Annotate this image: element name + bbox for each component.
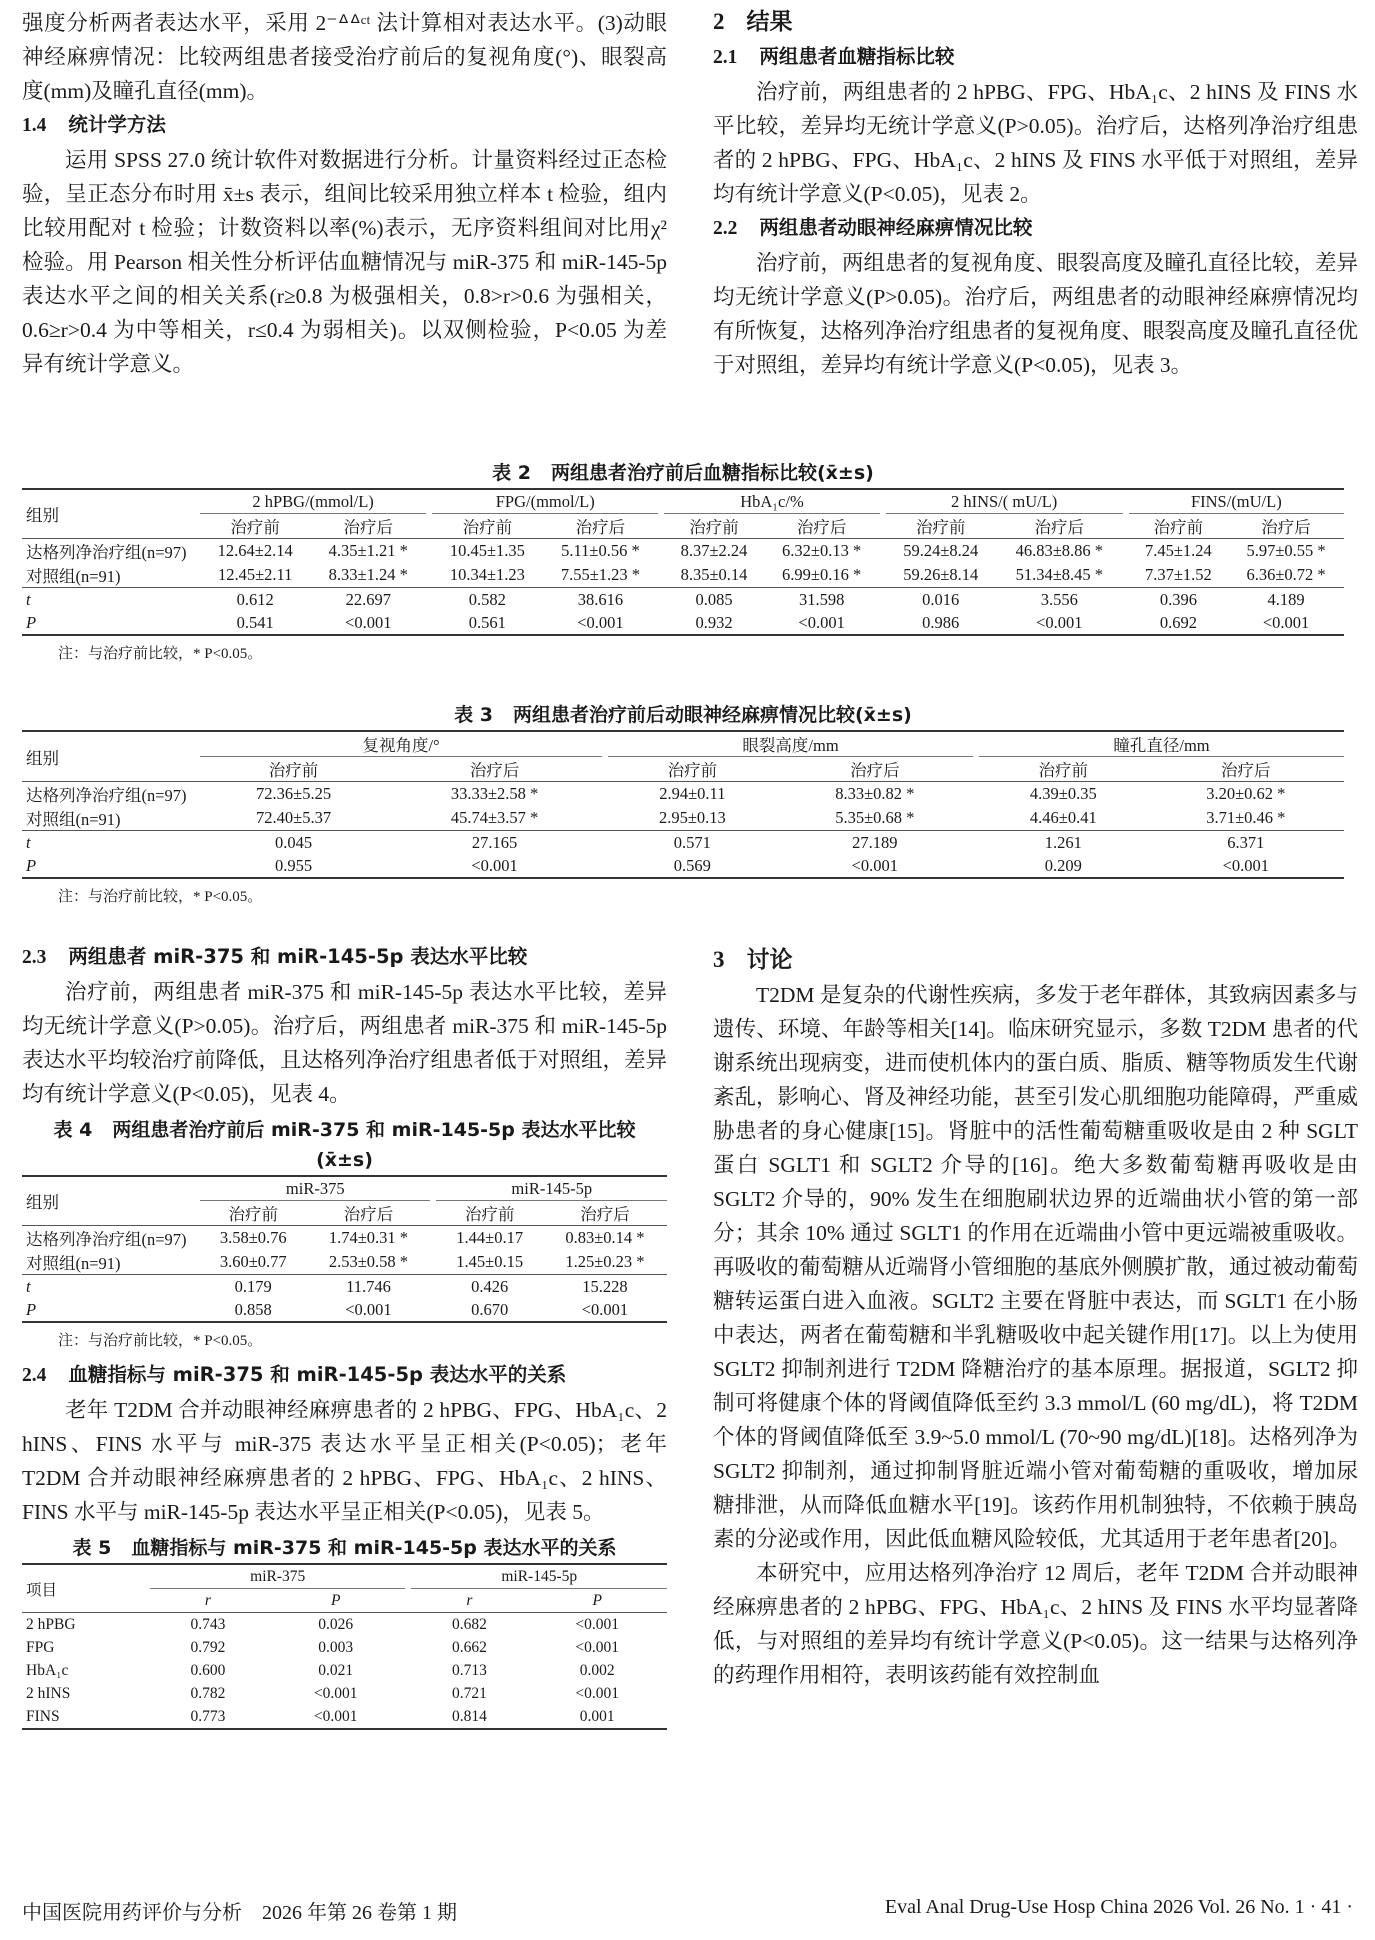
table-cell: <0.001 bbox=[777, 854, 973, 878]
table-3-caption: 表 3 两组患者治疗前后动眼神经麻痹情况比较(x̄±s) bbox=[454, 704, 912, 726]
table-cell: 51.34±8.45 * bbox=[1015, 565, 1104, 584]
table-2-note: 注：与治疗前比较，* P<0.05。 bbox=[58, 646, 263, 662]
table-2-subheader: 治疗后 bbox=[1261, 518, 1311, 537]
table-cell: 27.189 bbox=[777, 831, 973, 855]
table-cell: 0.541 bbox=[200, 611, 310, 635]
table-3-note: 注：与治疗前比较，* P<0.05。 bbox=[58, 889, 263, 905]
row-label: t bbox=[22, 588, 200, 612]
table-cell: 27.165 bbox=[387, 831, 602, 855]
table-cell: 4.46±0.41 bbox=[1029, 808, 1097, 827]
table-cell: 2.53±0.58 * bbox=[328, 1252, 409, 1271]
table-3-metric-header: 眼裂高度/mm bbox=[608, 731, 973, 757]
table-cell: 0.955 bbox=[200, 854, 387, 878]
results-2-1-paragraph: 治疗前，两组患者的 2 hPBG、FPG、HbA₁c、2 hINS 及 FINS 水平比较，差异均无统计学意义(P>0.05)。治疗后，达格列净治疗组患者的 2 hPBG、FPG、HbA₁c、2 hINS 及 FINS 水平低于对照组，差异均有统计学意义(P<0.05)，见表 2。 bbox=[713, 80, 1358, 206]
table-5-block bbox=[22, 1533, 667, 1730]
discussion-paragraph-1: T2DM 是复杂的代谢性疾病，多发于老年群体，其致病因素多与遗传、环境、年龄等相关[14]。临床研究显示，多数 T2DM 患者的代谢系统出现病变，进而使机体内的蛋白质、脂质、糖等物质发生代谢紊乱，影响心、肾及神经功能，甚至引发心肌细胞功能障碍，严重威胁患者的身心健康[15]。肾脏中的活性葡萄糖重吸收是由 2 种 SGLT 蛋白 SGLT1 和 SGLT2 介导的[16]。绝大多数葡萄糖再吸收是由 SGLT2 介导的，90% 发生在细胞刷状边界的近端曲状小管的第一部分；其余 10% 通过 SGLT1 的作用在近端曲小管中更远端被重吸收。再吸收的葡萄糖从近端肾小管细胞的基底外侧膜扩散，通过被动葡萄糖转运蛋白进入血液。SGLT2 主要在肾脏中表达，而 SGLT1 在小肠中表达，两者在葡萄糖和半乳糖吸收中起关键作用[17]。以上为使用 SGLT2 抑制剂进行 T2DM 降糖治疗的基本原理。据报道，SGLT2 抑制可将健康个体的肾阈值降低至约 3.3 mmol/L (60 mg/dL)，将 T2DM 个体的肾阈值降低至 3.9~5.0 mmol/L (70~90 mg/dL)[18]。达格列净为 SGLT2 抑制剂，通过抑制肾脏近端小管对葡萄糖的重吸收，增加尿糖排泄，从而降低血糖水平[19]。该药作用机制独特，不依赖于胰岛素的分泌或作用，因此低血糖风险较低，尤其适用于老年患者[20]。 bbox=[713, 983, 1359, 1551]
table-row bbox=[22, 1682, 667, 1705]
table-cell: 0.016 bbox=[886, 588, 996, 612]
results-2-4-paragraph: 老年 T2DM 合并动眼神经麻痹患者的 2 hPBG、FPG、HbA₁c、2 hINS、FINS 水平与 miR-375 表达水平呈正相关(P<0.05)；老年 T2DM 合并动眼神经麻痹患者的 2 hPBG、FPG、HbA₁c、2 hINS、FINS 水平与 miR-145-5p 表达水平呈正相关(P<0.05)，见表 5。 bbox=[22, 1398, 667, 1524]
table-4-metric-header: miR-145-5p bbox=[436, 1176, 667, 1201]
table-cell: <0.001 bbox=[996, 611, 1123, 635]
row-label: t bbox=[22, 831, 200, 855]
table-cell: <0.001 bbox=[306, 1298, 430, 1322]
table-cell: 0.571 bbox=[608, 831, 777, 855]
table-cell: 4.39±0.35 bbox=[979, 782, 1148, 807]
table-cell: <0.001 bbox=[1228, 611, 1344, 635]
section-heading-2: 2 结果 bbox=[713, 9, 793, 35]
table-2-subheader: 治疗前 bbox=[915, 518, 966, 537]
table-cell: <0.001 bbox=[543, 611, 659, 635]
table-3-subheader: 治疗后 bbox=[469, 761, 520, 780]
table-2-metric-header: FPG/(mmol/L) bbox=[432, 489, 658, 514]
table-row bbox=[22, 831, 1344, 855]
table-2-caption: 表 2 两组患者治疗前后血糖指标比较(x̄±s) bbox=[492, 462, 874, 484]
table-3-metric-header: 复视角度/° bbox=[200, 731, 602, 757]
table-4-note: 注：与治疗前比较，* P<0.05。 bbox=[58, 1333, 263, 1349]
table-3-subheader: 治疗前 bbox=[1038, 761, 1089, 780]
table-cell: 0.670 bbox=[436, 1298, 542, 1322]
left-column-top bbox=[22, 6, 667, 381]
table-row bbox=[22, 563, 1344, 588]
table-4-metric-header: miR-375 bbox=[200, 1176, 430, 1201]
table-cell: 12.45±2.11 bbox=[217, 565, 293, 584]
table-5-caption: 表 5 血糖指标与 miR-375 和 miR-145-5p 表达水平的关系 bbox=[72, 1537, 617, 1559]
table-cell: 0.569 bbox=[608, 854, 777, 878]
right-column-top bbox=[713, 4, 1358, 382]
table-4-subheader: 治疗前 bbox=[464, 1205, 515, 1224]
table-5-subheader: P bbox=[592, 1591, 602, 1609]
journal-footer-right: Eval Anal Drug-Use Hosp China 2026 Vol. 26 No. 1 · 41 · bbox=[884, 1896, 1353, 1918]
table-cell: 8.37±2.24 bbox=[664, 539, 763, 564]
table-cell: 15.228 bbox=[543, 1275, 667, 1299]
discussion-paragraph-2: 本研究中，应用达格列净治疗 12 周后，老年 T2DM 合并动眼神经麻痹患者的 2 hPBG、FPG、HbA₁c、2 hINS 及 FINS 水平均显著降低，与对照组的差异均有统计学意义(P<0.05)。这一结果与达格列净的药理作用相符，表明该药能有效控制血 bbox=[713, 1561, 1358, 1687]
table-cell: 0.721 bbox=[452, 1684, 487, 1702]
table-4-group-header: 组别 bbox=[22, 1176, 200, 1226]
table-cell: 0.002 bbox=[579, 1661, 615, 1679]
table-5 bbox=[22, 1563, 667, 1730]
table-2-subheader: 治疗后 bbox=[575, 518, 626, 537]
table-3-subheader: 治疗前 bbox=[268, 761, 319, 780]
table-2-metric-header: 2 hPBG/(mmol/L) bbox=[200, 489, 426, 514]
table-cell: <0.001 bbox=[575, 1684, 619, 1702]
section-heading-2-2: 2.2 两组患者动眼神经麻痹情况比较 bbox=[713, 216, 1033, 239]
table-row bbox=[22, 539, 1344, 564]
table-cell: 7.45±1.24 bbox=[1129, 539, 1228, 564]
row-label: FINS bbox=[22, 1705, 150, 1729]
table-cell: 0.662 bbox=[452, 1638, 487, 1656]
row-label: HbA₁c bbox=[26, 1661, 69, 1679]
discussion-section bbox=[713, 942, 1358, 1692]
table-2-metric-header: 2 hINS/( mU/L) bbox=[886, 489, 1123, 514]
table-3-subheader: 治疗后 bbox=[850, 761, 900, 780]
table-row bbox=[22, 588, 1344, 612]
table-cell: 72.36±5.25 bbox=[200, 782, 387, 807]
table-cell: 0.396 bbox=[1129, 588, 1228, 612]
table-cell: 0.932 bbox=[664, 611, 763, 635]
table-5-group-header: 项目 bbox=[22, 1564, 150, 1613]
table-4-subheader: 治疗后 bbox=[343, 1205, 394, 1224]
journal-footer-left: 中国医院用药评价与分析 2026 年第 26 卷第 1 期 bbox=[22, 1902, 457, 1924]
table-cell: 3.71±0.46 * bbox=[1206, 808, 1286, 827]
table-row bbox=[22, 806, 1344, 831]
table-cell: 22.697 bbox=[310, 588, 426, 612]
table-cell: 0.003 bbox=[318, 1638, 354, 1656]
table-cell: 3.556 bbox=[996, 588, 1123, 612]
statistics-paragraph: 运用 SPSS 27.0 统计软件对数据进行分析。计量资料经过正态检验，呈正态分布时用 x̄±s 表示，组间比较采用独立样本 t 检验，组内比较用配对 t 检验；计数资料以率(%)表示，无序资料组间对比用χ² 检验。用 Pearson 相关性分析评估血糖情况与 miR-375 和 miR-145-5p 表达水平之间的相关关系(r≥0.8 为极强相关，0.8>r>0.6 为强相关，0.6≥r>0.4 为中等相关，r≤0.4 为弱相关)。以双侧检验，P<0.05 为差异有统计学意义。 bbox=[22, 148, 667, 376]
table-cell: <0.001 bbox=[1148, 854, 1344, 878]
table-cell: 0.045 bbox=[200, 831, 387, 855]
table-2-subheader: 治疗前 bbox=[689, 518, 739, 537]
table-3-subheader: 治疗后 bbox=[1221, 761, 1271, 780]
row-label: FPG bbox=[26, 1638, 55, 1656]
table-4-subheader: 治疗后 bbox=[580, 1205, 630, 1224]
section-heading-2-1: 2.1 两组患者血糖指标比较 bbox=[713, 45, 955, 68]
table-row bbox=[22, 1298, 667, 1322]
table-cell: 59.26±8.14 bbox=[903, 565, 979, 584]
table-cell: 0.561 bbox=[432, 611, 542, 635]
table-cell: 31.598 bbox=[764, 588, 880, 612]
table-4-block bbox=[22, 1115, 667, 1350]
row-label: 对照组(n=91) bbox=[26, 1254, 121, 1273]
table-row bbox=[22, 1226, 667, 1251]
table-cell: <0.001 bbox=[387, 854, 602, 878]
table-cell: 4.189 bbox=[1228, 588, 1344, 612]
table-cell: 2.95±0.13 bbox=[658, 808, 726, 827]
table-row bbox=[22, 782, 1344, 807]
table-2-subheader: 治疗后 bbox=[1034, 518, 1085, 537]
table-5-subheader: P bbox=[330, 1591, 341, 1609]
table-cell: <0.001 bbox=[543, 1298, 667, 1322]
table-3-metric-header: 瞳孔直径/mm bbox=[979, 731, 1344, 757]
table-cell: 4.35±1.21 * bbox=[310, 539, 426, 564]
results-2-2-paragraph: 治疗前，两组患者的复视角度、眼裂高度及瞳孔直径比较，差异均无统计学意义(P>0.05)。治疗后，两组患者的动眼神经麻痹情况均有所恢复，达格列净治疗组患者的复视角度、眼裂高度及瞳孔直径优于对照组，差异均有统计学意义(P<0.05)，见表 3。 bbox=[713, 251, 1359, 377]
table-row bbox=[22, 611, 1344, 635]
table-cell: 0.986 bbox=[886, 611, 996, 635]
table-cell: 1.261 bbox=[979, 831, 1148, 855]
table-cell: 10.45±1.35 bbox=[432, 539, 542, 564]
section-heading-2-4: 2.4 血糖指标与 miR-375 和 miR-145-5p 表达水平的关系 bbox=[22, 1363, 567, 1386]
table-4 bbox=[22, 1175, 667, 1323]
table-cell: 38.616 bbox=[543, 588, 659, 612]
table-cell: 0.612 bbox=[200, 588, 310, 612]
table-2-subheader: 治疗前 bbox=[462, 518, 513, 537]
table-cell: 6.371 bbox=[1148, 831, 1344, 855]
table-cell: 1.74±0.31 * bbox=[306, 1226, 430, 1251]
table-row bbox=[22, 1659, 667, 1682]
table-cell: 46.83±8.86 * bbox=[996, 539, 1123, 564]
section-heading-1-4: 1.4 统计学方法 bbox=[22, 113, 166, 136]
row-label: 达格列净治疗组(n=97) bbox=[22, 782, 200, 807]
table-cell: 72.40±5.37 bbox=[256, 808, 332, 827]
table-cell: 1.45±0.15 bbox=[456, 1252, 524, 1271]
table-5-metric-header: miR-375 bbox=[150, 1564, 405, 1589]
table-3-subheader: 治疗前 bbox=[667, 761, 718, 780]
table-cell: 0.792 bbox=[190, 1638, 226, 1656]
table-cell: 12.64±2.14 bbox=[200, 539, 310, 564]
table-row bbox=[22, 1613, 667, 1637]
table-cell: 2.94±0.11 bbox=[608, 782, 777, 807]
table-cell: 0.026 bbox=[266, 1613, 406, 1637]
table-cell: 33.33±2.58 * bbox=[387, 782, 602, 807]
table-cell: <0.001 bbox=[266, 1705, 406, 1729]
table-row bbox=[22, 854, 1344, 878]
table-cell: 8.33±0.82 * bbox=[777, 782, 973, 807]
table-cell: 59.24±8.24 bbox=[886, 539, 996, 564]
row-label: 2 hINS bbox=[26, 1684, 71, 1702]
table-cell: 3.60±0.77 bbox=[219, 1252, 287, 1271]
table-2-metric-header: HbA₁c/% bbox=[664, 489, 879, 514]
table-cell: 6.32±0.13 * bbox=[764, 539, 880, 564]
table-3-group-header: 组别 bbox=[22, 731, 200, 782]
table-cell: <0.001 bbox=[527, 1613, 667, 1637]
row-label: 对照组(n=91) bbox=[26, 810, 121, 829]
table-cell: 7.55±1.23 * bbox=[560, 565, 641, 584]
table-cell: 3.58±0.76 bbox=[200, 1226, 306, 1251]
table-cell: 0.858 bbox=[200, 1298, 306, 1322]
row-label: P bbox=[22, 611, 200, 635]
table-cell: 0.600 bbox=[190, 1661, 226, 1679]
table-row bbox=[22, 1636, 667, 1659]
table-cell: <0.001 bbox=[310, 611, 426, 635]
table-cell: 0.021 bbox=[318, 1661, 354, 1679]
table-2 bbox=[22, 488, 1344, 636]
table-cell: 0.743 bbox=[150, 1613, 266, 1637]
table-cell: 0.814 bbox=[411, 1705, 527, 1729]
table-cell: 8.35±0.14 bbox=[680, 565, 748, 584]
table-cell: 5.35±0.68 * bbox=[835, 808, 915, 827]
table-cell: 0.782 bbox=[190, 1684, 226, 1702]
section-heading-3: 3 讨论 bbox=[713, 947, 793, 973]
table-cell: 1.44±0.17 bbox=[436, 1226, 542, 1251]
table-2-block bbox=[22, 458, 1344, 663]
section-heading-2-3: 2.3 两组患者 miR-375 和 miR-145-5p 表达水平比较 bbox=[22, 945, 528, 968]
table-cell: 0.209 bbox=[979, 854, 1148, 878]
table-cell: 0.83±0.14 * bbox=[543, 1226, 667, 1251]
row-label: 达格列净治疗组(n=97) bbox=[22, 539, 200, 564]
row-label: 达格列净治疗组(n=97) bbox=[22, 1226, 200, 1251]
table-cell: <0.001 bbox=[764, 611, 880, 635]
row-label: P bbox=[22, 1298, 200, 1322]
table-2-subheader: 治疗前 bbox=[1153, 518, 1204, 537]
table-cell: 0.682 bbox=[411, 1613, 527, 1637]
table-3 bbox=[22, 730, 1344, 879]
table-cell: <0.001 bbox=[575, 1638, 619, 1656]
table-5-metric-header: miR-145-5p bbox=[411, 1564, 667, 1589]
table-2-group-header: 组别 bbox=[22, 489, 200, 539]
table-cell: 10.34±1.23 bbox=[449, 565, 525, 584]
table-cell: 6.99±0.16 * bbox=[782, 565, 862, 584]
table-cell: 8.33±1.24 * bbox=[328, 565, 408, 584]
table-2-subheader: 治疗后 bbox=[343, 518, 393, 537]
table-5-subheader: r bbox=[204, 1591, 211, 1609]
table-cell: 5.97±0.55 * bbox=[1228, 539, 1344, 564]
table-5-subheader: r bbox=[466, 1591, 473, 1609]
left-column-bottom bbox=[22, 940, 667, 1730]
table-cell: 45.74±3.57 * bbox=[450, 808, 539, 827]
row-label: P bbox=[22, 854, 200, 878]
table-cell: 5.11±0.56 * bbox=[543, 539, 659, 564]
table-cell: 0.085 bbox=[664, 588, 763, 612]
row-label: 2 hPBG bbox=[22, 1613, 150, 1637]
table-cell: 0.773 bbox=[150, 1705, 266, 1729]
table-cell: 6.36±0.72 * bbox=[1246, 565, 1326, 584]
table-cell: 0.179 bbox=[200, 1275, 306, 1299]
table-2-metric-header: FINS/(mU/L) bbox=[1129, 489, 1344, 514]
table-row bbox=[22, 1275, 667, 1299]
table-cell: 0.001 bbox=[527, 1705, 667, 1729]
table-4-subheader: 治疗前 bbox=[228, 1205, 278, 1224]
table-cell: 3.20±0.62 * bbox=[1148, 782, 1344, 807]
table-3-block bbox=[22, 700, 1344, 906]
table-cell: <0.001 bbox=[313, 1684, 358, 1702]
table-cell: 0.426 bbox=[436, 1275, 542, 1299]
table-cell: 0.713 bbox=[452, 1661, 487, 1679]
row-label: 对照组(n=91) bbox=[26, 567, 121, 586]
table-4-caption: 表 4 两组患者治疗前后 miR-375 和 miR-145-5p 表达水平比较(x̄±s) bbox=[53, 1119, 636, 1171]
table-cell: 11.746 bbox=[306, 1275, 430, 1299]
table-cell: 0.582 bbox=[432, 588, 542, 612]
methods-paragraph: 强度分析两者表达水平，采用 2⁻ᐞᐞᶜᵗ 法计算相对表达水平。(3)动眼神经麻痹情况：比较两组患者接受治疗前后的复视角度(°)、眼裂高度(mm)及瞳孔直径(mm)。 bbox=[22, 11, 667, 103]
results-2-3-paragraph: 治疗前，两组患者 miR-375 和 miR-145-5p 表达水平比较，差异均无统计学意义(P>0.05)。治疗后，两组患者 miR-375 和 miR-145-5p 表达水平均较治疗前降低，且达格列净治疗组患者低于对照组，差异均有统计学意义(P<0.05)，见表 4。 bbox=[22, 980, 668, 1106]
table-cell: 1.25±0.23 * bbox=[565, 1252, 645, 1271]
table-row bbox=[22, 1250, 667, 1275]
row-label: t bbox=[22, 1275, 200, 1299]
table-2-subheader: 治疗前 bbox=[230, 518, 280, 537]
table-2-subheader: 治疗后 bbox=[796, 518, 847, 537]
table-row bbox=[22, 1705, 667, 1729]
table-cell: 7.37±1.52 bbox=[1144, 565, 1212, 584]
table-cell: 0.692 bbox=[1129, 611, 1228, 635]
